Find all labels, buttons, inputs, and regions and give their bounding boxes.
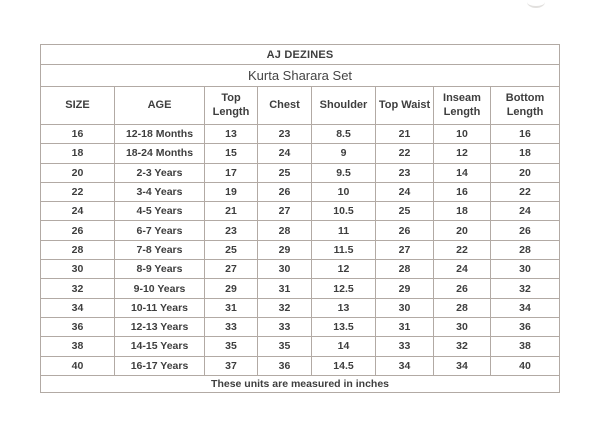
table-cell: 27 bbox=[205, 260, 258, 279]
table-cell: 10-11 Years bbox=[115, 298, 205, 317]
table-cell: 29 bbox=[258, 240, 312, 259]
units-note-row bbox=[41, 375, 560, 392]
table-cell: 13.5 bbox=[312, 317, 376, 336]
brand-title: AJ DEZINES bbox=[41, 45, 560, 65]
table-cell: 32 bbox=[434, 337, 491, 356]
table-cell: 16 bbox=[491, 125, 560, 144]
table-cell: 18 bbox=[41, 144, 115, 163]
table-cell: 19 bbox=[205, 182, 258, 201]
column-header-size: SIZE bbox=[41, 87, 115, 125]
table-cell: 7-8 Years bbox=[115, 240, 205, 259]
table-cell: 24 bbox=[258, 144, 312, 163]
table-row bbox=[41, 337, 560, 356]
product-subtitle-row bbox=[41, 65, 560, 87]
table-cell: 16-17 Years bbox=[115, 356, 205, 375]
table-cell: 24 bbox=[376, 182, 434, 201]
table-cell: 34 bbox=[491, 298, 560, 317]
table-cell: 30 bbox=[491, 260, 560, 279]
column-header-top-waist: Top Waist bbox=[376, 87, 434, 125]
table-row bbox=[41, 298, 560, 317]
table-cell: 40 bbox=[491, 356, 560, 375]
table-cell: 12-13 Years bbox=[115, 317, 205, 336]
table-cell: 34 bbox=[41, 298, 115, 317]
column-header-chest: Chest bbox=[258, 87, 312, 125]
table-cell: 26 bbox=[258, 182, 312, 201]
column-header-row bbox=[41, 87, 560, 125]
table-cell: 30 bbox=[376, 298, 434, 317]
table-row bbox=[41, 356, 560, 375]
table-cell: 35 bbox=[258, 337, 312, 356]
column-header-age: AGE bbox=[115, 87, 205, 125]
table-cell: 12 bbox=[312, 260, 376, 279]
table-cell: 33 bbox=[258, 317, 312, 336]
table-cell: 31 bbox=[205, 298, 258, 317]
table-cell: 10 bbox=[312, 182, 376, 201]
table-cell: 36 bbox=[41, 317, 115, 336]
table-cell: 24 bbox=[41, 202, 115, 221]
size-chart-table bbox=[40, 44, 560, 393]
table-cell: 14-15 Years bbox=[115, 337, 205, 356]
table-cell: 40 bbox=[41, 356, 115, 375]
cropped-watermark-artifact bbox=[527, 0, 545, 8]
table-row bbox=[41, 144, 560, 163]
table-cell: 22 bbox=[41, 182, 115, 201]
table-row bbox=[41, 260, 560, 279]
table-cell: 3-4 Years bbox=[115, 182, 205, 201]
table-cell: 20 bbox=[491, 163, 560, 182]
table-cell: 15 bbox=[205, 144, 258, 163]
table-cell: 31 bbox=[376, 317, 434, 336]
size-table-body bbox=[41, 125, 560, 376]
table-cell: 13 bbox=[205, 125, 258, 144]
table-cell: 21 bbox=[205, 202, 258, 221]
table-cell: 6-7 Years bbox=[115, 221, 205, 240]
table-cell: 18-24 Months bbox=[115, 144, 205, 163]
table-cell: 8.5 bbox=[312, 125, 376, 144]
table-cell: 25 bbox=[258, 163, 312, 182]
product-subtitle: Kurta Sharara Set bbox=[41, 65, 560, 87]
table-cell: 10 bbox=[434, 125, 491, 144]
table-cell: 4-5 Years bbox=[115, 202, 205, 221]
table-cell: 22 bbox=[491, 182, 560, 201]
table-cell: 18 bbox=[491, 144, 560, 163]
table-cell: 25 bbox=[205, 240, 258, 259]
table-cell: 22 bbox=[434, 240, 491, 259]
table-cell: 33 bbox=[376, 337, 434, 356]
table-cell: 14 bbox=[434, 163, 491, 182]
table-cell: 28 bbox=[376, 260, 434, 279]
table-cell: 38 bbox=[41, 337, 115, 356]
table-cell: 23 bbox=[205, 221, 258, 240]
table-cell: 32 bbox=[258, 298, 312, 317]
table-row bbox=[41, 202, 560, 221]
table-cell: 38 bbox=[491, 337, 560, 356]
table-cell: 20 bbox=[434, 221, 491, 240]
table-row bbox=[41, 125, 560, 144]
table-cell: 9.5 bbox=[312, 163, 376, 182]
table-cell: 34 bbox=[376, 356, 434, 375]
table-cell: 23 bbox=[258, 125, 312, 144]
units-note: These units are measured in inches bbox=[41, 375, 560, 392]
table-cell: 23 bbox=[376, 163, 434, 182]
column-header-bottom-length: Bottom Length bbox=[491, 87, 560, 125]
table-cell: 28 bbox=[491, 240, 560, 259]
table-cell: 17 bbox=[205, 163, 258, 182]
table-cell: 12 bbox=[434, 144, 491, 163]
table-cell: 30 bbox=[41, 260, 115, 279]
table-cell: 24 bbox=[491, 202, 560, 221]
table-cell: 8-9 Years bbox=[115, 260, 205, 279]
table-cell: 28 bbox=[258, 221, 312, 240]
table-cell: 30 bbox=[434, 317, 491, 336]
table-cell: 32 bbox=[41, 279, 115, 298]
table-cell: 12.5 bbox=[312, 279, 376, 298]
table-cell: 16 bbox=[434, 182, 491, 201]
table-cell: 30 bbox=[258, 260, 312, 279]
table-cell: 26 bbox=[41, 221, 115, 240]
table-row bbox=[41, 240, 560, 259]
table-row bbox=[41, 317, 560, 336]
table-cell: 32 bbox=[491, 279, 560, 298]
table-cell: 27 bbox=[376, 240, 434, 259]
table-cell: 9 bbox=[312, 144, 376, 163]
table-cell: 36 bbox=[258, 356, 312, 375]
table-row bbox=[41, 221, 560, 240]
table-cell: 33 bbox=[205, 317, 258, 336]
column-header-inseam-length: Inseam Length bbox=[434, 87, 491, 125]
table-cell: 2-3 Years bbox=[115, 163, 205, 182]
table-cell: 11.5 bbox=[312, 240, 376, 259]
table-row bbox=[41, 279, 560, 298]
table-cell: 25 bbox=[376, 202, 434, 221]
table-cell: 21 bbox=[376, 125, 434, 144]
column-header-shoulder: Shoulder bbox=[312, 87, 376, 125]
table-cell: 9-10 Years bbox=[115, 279, 205, 298]
table-cell: 26 bbox=[434, 279, 491, 298]
table-cell: 18 bbox=[434, 202, 491, 221]
brand-title-row bbox=[41, 45, 560, 65]
table-cell: 12-18 Months bbox=[115, 125, 205, 144]
table-cell: 22 bbox=[376, 144, 434, 163]
table-cell: 36 bbox=[491, 317, 560, 336]
table-cell: 11 bbox=[312, 221, 376, 240]
table-cell: 34 bbox=[434, 356, 491, 375]
table-cell: 14.5 bbox=[312, 356, 376, 375]
table-cell: 31 bbox=[258, 279, 312, 298]
table-cell: 27 bbox=[258, 202, 312, 221]
table-cell: 24 bbox=[434, 260, 491, 279]
table-cell: 28 bbox=[41, 240, 115, 259]
table-cell: 26 bbox=[491, 221, 560, 240]
table-cell: 29 bbox=[205, 279, 258, 298]
table-cell: 26 bbox=[376, 221, 434, 240]
table-cell: 37 bbox=[205, 356, 258, 375]
table-cell: 35 bbox=[205, 337, 258, 356]
table-cell: 14 bbox=[312, 337, 376, 356]
table-cell: 10.5 bbox=[312, 202, 376, 221]
table-row bbox=[41, 182, 560, 201]
table-cell: 13 bbox=[312, 298, 376, 317]
table-row bbox=[41, 163, 560, 182]
table-cell: 16 bbox=[41, 125, 115, 144]
column-header-top-length: Top Length bbox=[205, 87, 258, 125]
table-cell: 20 bbox=[41, 163, 115, 182]
table-cell: 29 bbox=[376, 279, 434, 298]
table-cell: 28 bbox=[434, 298, 491, 317]
